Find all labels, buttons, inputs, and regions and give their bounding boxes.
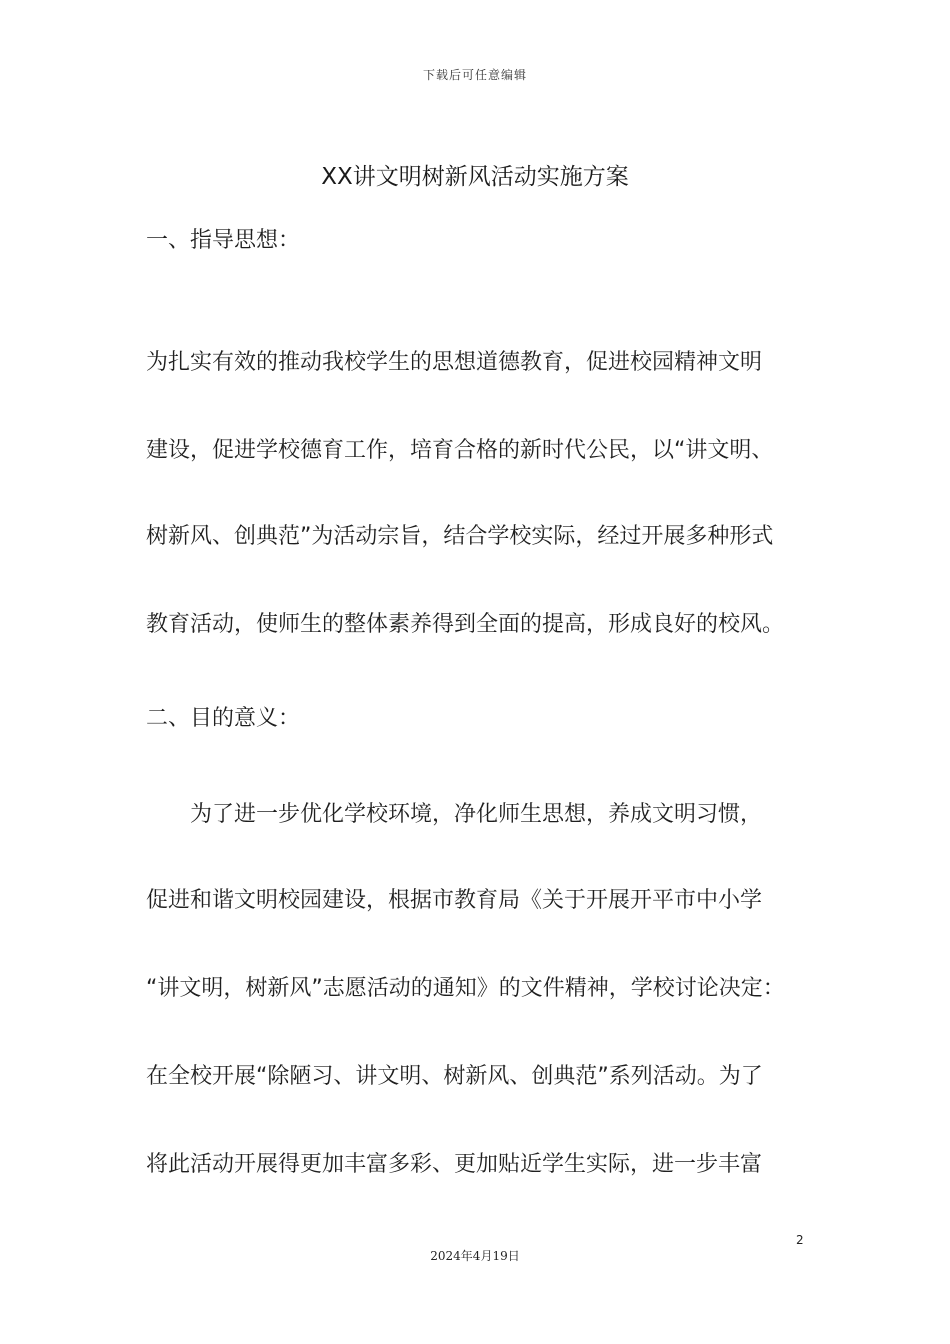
paragraph-line: 为扎实有效的推动我校学生的思想道德教育，促进校园精神文明: [146, 350, 763, 375]
paragraph-line: “讲文明，树新风”志愿活动的通知》的文件精神，学校讨论决定：: [146, 976, 785, 1001]
paragraph-line: 为了进一步优化学校环境，净化师生思想，养成文明习惯，: [190, 802, 763, 827]
header-note: 下载后可任意编辑: [422, 68, 527, 82]
paragraph-line: 将此活动开展得更加丰富多彩、更加贴近学生实际，进一步丰富: [146, 1152, 763, 1177]
paragraph-line: 树新风、创典范”为活动宗旨，结合学校实际，经过开展多种形式: [146, 524, 774, 549]
paragraph-line: 建设，促进学校德育工作，培育合格的新时代公民，以“讲文明、: [146, 438, 774, 463]
section-heading-guiding-ideology: 一、指导思想：: [146, 228, 301, 253]
section-heading-purpose: 二、目的意义：: [146, 706, 301, 731]
paragraph-line: 促进和谐文明校园建设，根据市教育局《关于开展开平市中小学: [146, 888, 763, 913]
page-number: 2: [796, 1233, 804, 1247]
footer-date: 2024年4月19日: [430, 1249, 520, 1263]
paragraph-line: 教育活动，使师生的整体素养得到全面的提高，形成良好的校风。: [146, 612, 785, 637]
document-title: XX讲文明树新风活动实施方案: [321, 164, 629, 190]
paragraph-line: 在全校开展“除陋习、讲文明、树新风、创典范”系列活动。为了: [146, 1064, 763, 1089]
